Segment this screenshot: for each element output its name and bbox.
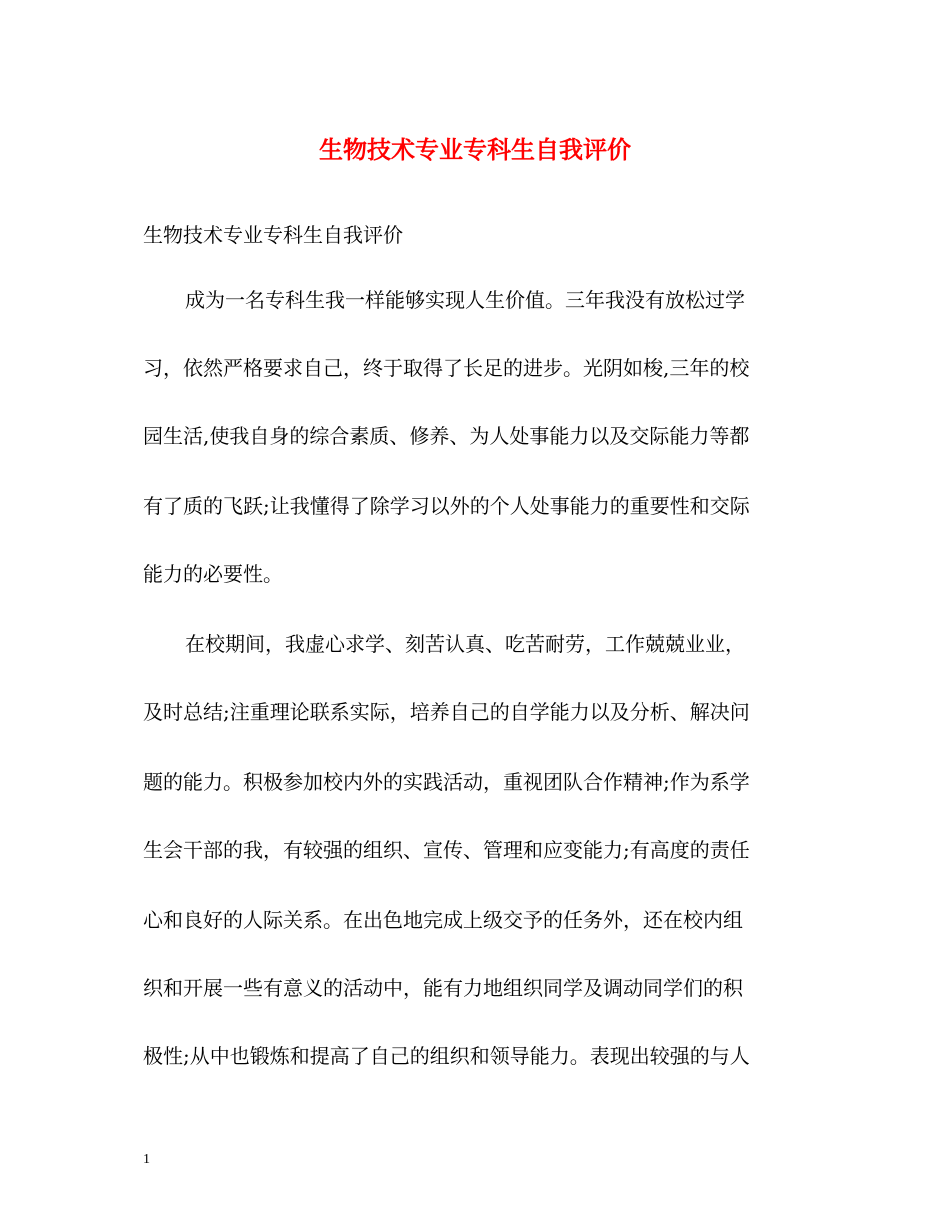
document-title: 生物技术专业专科生自我评价	[319, 135, 631, 164]
paragraph-2-line-3: 题的能力。积极参加校内外的实践活动，重视团队合作精神;作为系学	[143, 770, 750, 794]
paragraph-1-line-3: 园生活,使我自身的综合素质、修养、为人处事能力以及交际能力等都	[143, 424, 750, 448]
paragraph-1-line-2: 习，依然严格要求自己，终于取得了长足的进步。光阴如梭,三年的校	[143, 356, 750, 380]
paragraph-2-line-7: 极性;从中也锻炼和提高了自己的组织和领导能力。表现出较强的与人	[143, 1044, 750, 1068]
paragraph-2-line-5: 心和良好的人际关系。在出色地完成上级交予的任务外，还在校内组	[143, 908, 743, 932]
paragraph-1-line-1: 成为一名专科生我一样能够实现人生价值。三年我没有放松过学	[185, 288, 745, 312]
paragraph-1-line-5: 能力的必要性。	[143, 562, 283, 586]
paragraph-2-line-4: 生会干部的我，有较强的组织、宣传、管理和应变能力;有高度的责任	[143, 838, 750, 862]
paragraph-1-line-4: 有了质的飞跃;让我懂得了除学习以外的个人处事能力的重要性和交际	[143, 494, 750, 518]
paragraph-2-line-6: 织和开展一些有意义的活动中，能有力地组织同学及调动同学们的积	[143, 976, 743, 1000]
document-subtitle: 生物技术专业专科生自我评价	[143, 223, 403, 247]
paragraph-2-line-2: 及时总结;注重理论联系实际，培养自己的自学能力以及分析、解决问	[143, 700, 750, 724]
page-number: 1	[143, 1152, 150, 1167]
paragraph-2-line-1: 在校期间，我虚心求学、刻苦认真、吃苦耐劳，工作兢兢业业，	[185, 632, 745, 656]
